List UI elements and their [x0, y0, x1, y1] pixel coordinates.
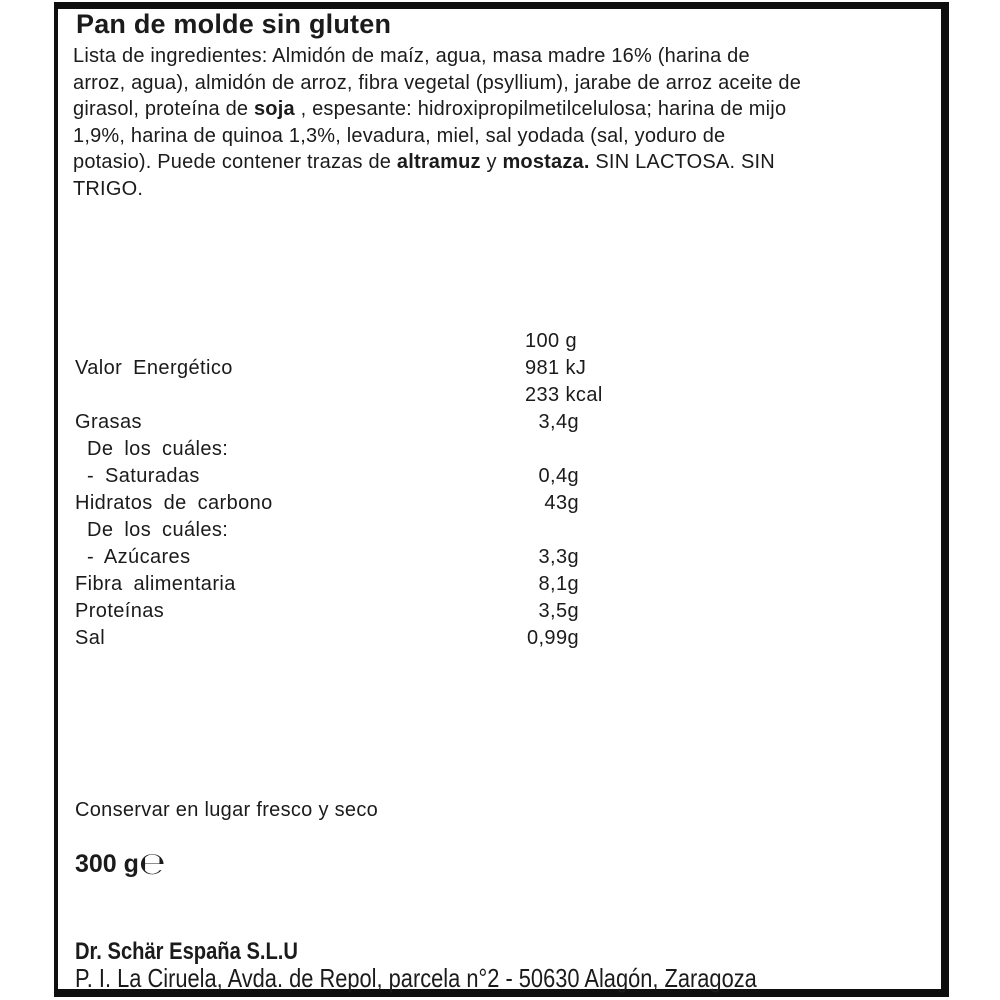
ingredient-text: , espesante: hidroxipropilmetilcelulosa; harina de mijo	[294, 98, 787, 120]
nutrition-label: De los cuáles:	[87, 438, 229, 460]
nutrition-label: - Azúcares	[87, 546, 191, 568]
ingredients-line	[73, 149, 933, 176]
nutrition-value: 233 kcal	[525, 384, 603, 406]
nutrition-table	[75, 330, 885, 660]
nutrition-value: 0,4g	[538, 465, 579, 487]
nutrition-label: Grasas	[75, 411, 142, 433]
nutrition-value: 981 kJ	[525, 357, 587, 379]
allergen-text: mostaza.	[502, 151, 590, 173]
ingredient-text: arroz, agua), almidón de arroz, fibra vegetal (psyllium), jarabe de arroz aceite de	[73, 71, 802, 94]
nutrition-label: Hidratos de carbono	[75, 492, 273, 514]
ingredients-line	[73, 70, 933, 97]
nutrition-column-header: 100 g	[525, 330, 578, 352]
nutrition-value: 3,4g	[538, 411, 579, 433]
nutrition-row	[75, 357, 885, 384]
net-weight	[75, 846, 166, 882]
nutrition-row	[75, 465, 885, 492]
nutrition-label: Proteínas	[75, 600, 165, 622]
nutrition-row	[75, 627, 885, 654]
nutrition-label: - Saturadas	[87, 465, 200, 487]
ingredients-line	[73, 43, 933, 70]
page-title: Pan de molde sin gluten	[76, 9, 392, 39]
ingredients-line	[73, 96, 933, 123]
nutrition-row	[75, 546, 885, 573]
nutrition-value: 3,5g	[538, 600, 579, 622]
ingredients-line	[73, 176, 933, 203]
nutrition-row	[75, 411, 885, 438]
nutrition-row	[75, 573, 885, 600]
nutrition-row	[75, 438, 885, 465]
storage-note: Conservar en lugar fresco y seco	[75, 799, 379, 821]
ingredient-text: TRIGO.	[73, 177, 144, 200]
ingredient-text: potasio). Puede contener trazas de	[73, 151, 397, 173]
nutrition-row	[75, 384, 885, 411]
nutrition-label: Sal	[75, 627, 106, 649]
nutrition-row	[75, 492, 885, 519]
ingredient-text: y	[480, 151, 503, 173]
nutrition-row	[75, 519, 885, 546]
nutrition-row	[75, 600, 885, 627]
allergen-text: altramuz	[396, 151, 481, 173]
ingredients-line	[73, 123, 933, 150]
nutrition-label: Valor Energético	[75, 357, 233, 379]
nutrition-value: 43g	[544, 492, 579, 514]
nutrition-value: 0,99g	[526, 627, 579, 649]
manufacturer-name: Dr. Schär España S.L.U	[75, 938, 298, 965]
estimated-sign: ℮	[138, 846, 166, 882]
net-weight-value: 300 g	[75, 850, 139, 878]
nutrition-label: Fibra alimentaria	[75, 573, 236, 595]
ingredient-text: SIN LACTOSA. SIN	[589, 151, 775, 173]
nutrition-header-row	[75, 330, 885, 357]
allergen-text: soja	[253, 98, 295, 120]
nutrition-value: 8,1g	[538, 573, 579, 595]
ingredient-text: 1,9%, harina de quinoa 1,3%, levadura, miel, sal yodada (sal, yoduro de	[73, 124, 726, 147]
ingredient-text: Lista de ingredientes: Almidón de maíz, agua, masa madre 16% (harina de	[73, 45, 750, 67]
nutrition-label: De los cuáles:	[87, 519, 229, 541]
ingredients-list	[73, 43, 933, 202]
nutrition-value: 3,3g	[538, 546, 579, 568]
manufacturer-address: P. I. La Ciruela, Avda. de Repol, parcela n°2 - 50630 Alagón, Zaragoza	[75, 963, 757, 993]
ingredient-text: girasol, proteína de	[73, 98, 254, 120]
